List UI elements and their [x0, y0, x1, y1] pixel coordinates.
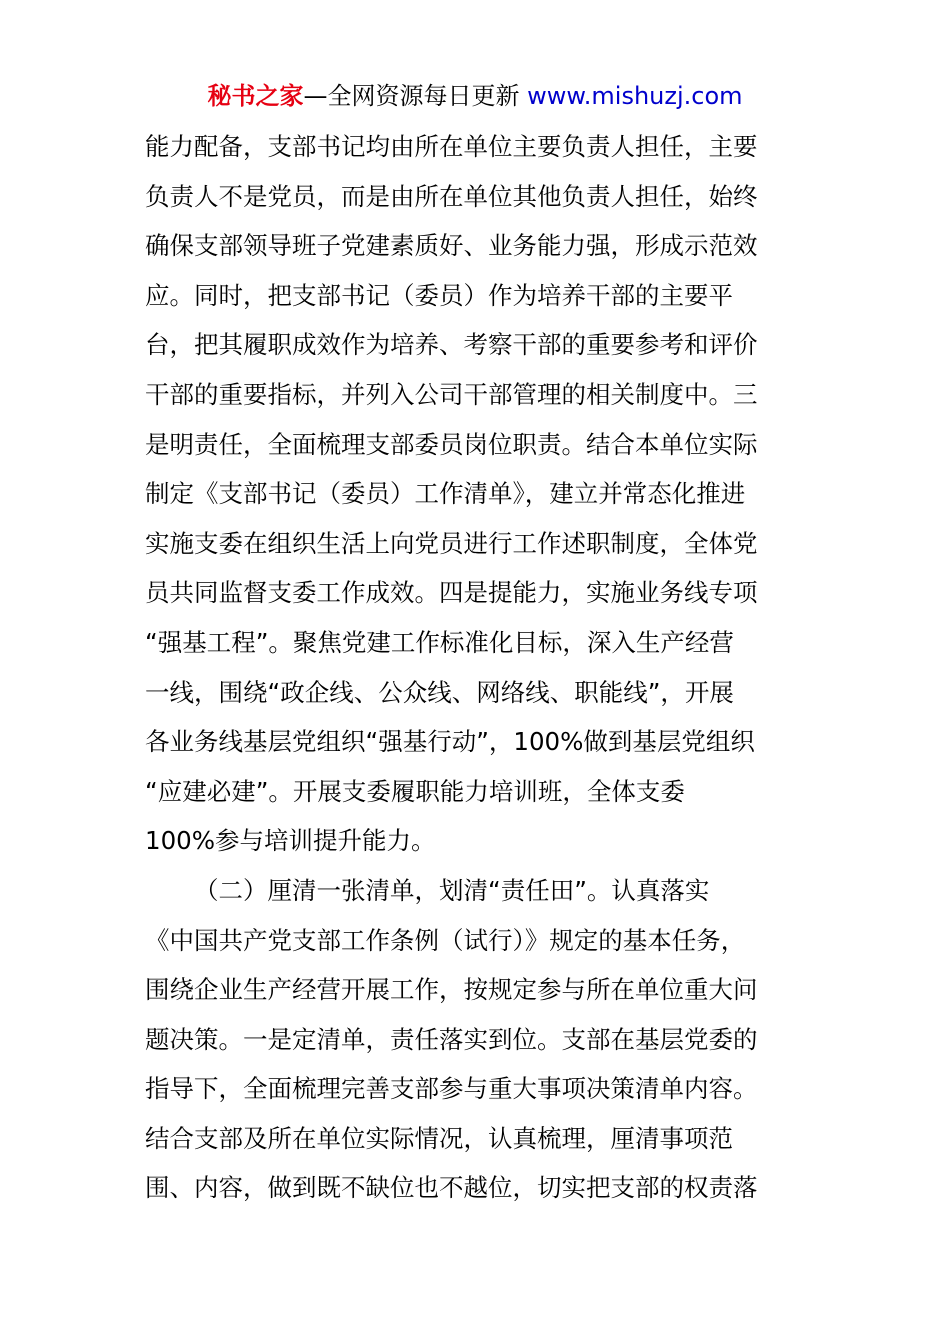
text-line: 应。同时，把支部书记（委员）作为培养干部的主要平: [145, 280, 733, 310]
text-line: “强基工程”。聚焦党建工作标准化目标，深入生产经营: [145, 627, 734, 657]
text-line: 一线，围绕“政企线、公众线、网络线、职能线”，开展: [145, 677, 734, 707]
site-url-link[interactable]: www.mishuzj.com: [527, 82, 743, 110]
text-line: 围绕企业生产经营开展工作，按规定参与所在单位重大问: [145, 975, 758, 1005]
text-line: 员共同监督支委工作成效。四是提能力，实施业务线专项: [145, 578, 758, 608]
text-line: 100%参与培训提升能力。: [145, 826, 436, 856]
text-line: 题决策。一是定清单，责任落实到位。支部在基层党委的: [145, 1024, 758, 1054]
text-line: 能力配备，支部书记均由所在单位主要负责人担任，主要: [145, 132, 758, 161]
text-line: 《中国共产党支部工作条例（试行）》规定的基本任务，: [145, 925, 746, 955]
document-body: [145, 122, 815, 1213]
text-line: 台，把其履职成效作为培养、考察干部的重要参考和评价: [145, 330, 758, 360]
paragraph-start-line: （二）厘清一张清单，划清“责任田”。认真落实: [194, 875, 710, 905]
text-line: 制定《支部书记（委员）工作清单》，建立并常态化推进: [145, 479, 746, 509]
text-line: 负责人不是党员，而是由所在单位其他负责人担任，始终: [145, 181, 758, 211]
text-line: 实施支委在组织生活上向党员进行工作述职制度，全体党: [145, 528, 758, 558]
text-line: 各业务线基层党组织“强基行动”，100%做到基层党组织: [145, 727, 755, 757]
text-line: 围、内容，做到既不缺位也不越位，切实把支部的权责落: [145, 1173, 758, 1203]
text-line: 指导下，全面梳理完善支部参与重大事项决策清单内容。: [145, 1074, 758, 1104]
site-header: [0, 80, 950, 112]
text-line: “应建必建”。开展支委履职能力培训班，全体支委: [145, 776, 685, 806]
text-line: 是明责任，全面梳理支部委员岗位职责。结合本单位实际: [145, 429, 758, 459]
site-brand: 秘书之家: [207, 82, 304, 110]
text-line: 确保支部领导班子党建素质好、业务能力强，形成示范效: [145, 231, 758, 261]
text-line: 结合支部及所在单位实际情况，认真梳理，厘清事项范: [145, 1123, 733, 1153]
site-tagline: —全网资源每日更新: [303, 82, 528, 110]
text-line: 干部的重要指标，并列入公司干部管理的相关制度中。三: [145, 379, 758, 409]
